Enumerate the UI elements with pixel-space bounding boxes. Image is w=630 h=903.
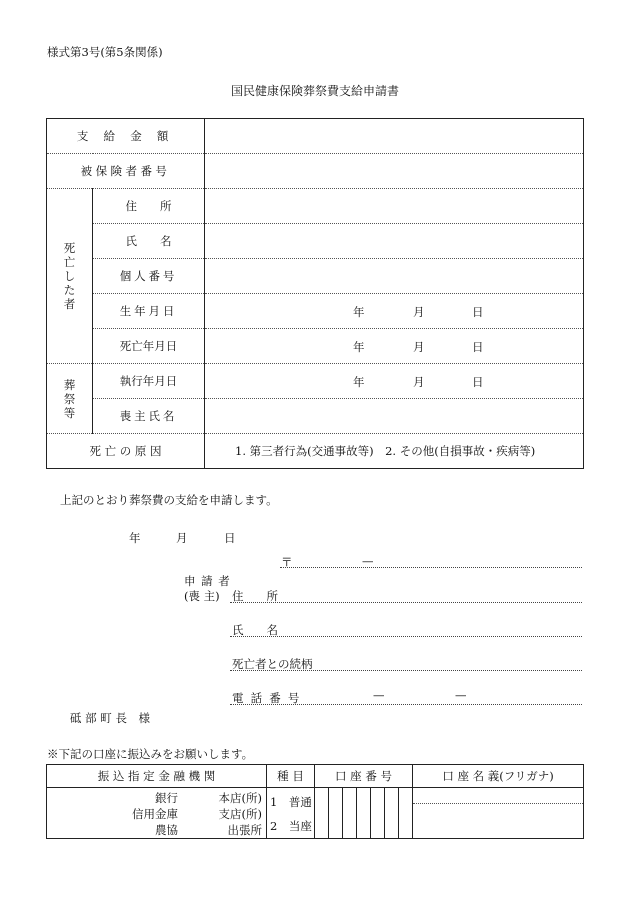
- relation-label: 死亡者との続柄: [232, 657, 313, 671]
- application-statement: 上記のとおり葬祭費の支給を申請します。: [60, 493, 278, 507]
- bank-note: ※下記の口座に振込みをお願いします。: [47, 747, 254, 761]
- account-digit-1[interactable]: [315, 788, 329, 839]
- relation-line[interactable]: [230, 670, 582, 671]
- cause-of-death-label: 死 亡 の 原 因: [47, 434, 205, 469]
- cause-of-death-options[interactable]: 1. 第三者行為(交通事故等) 2. その他(自損事故・疾病等): [205, 434, 584, 469]
- postal-code-line[interactable]: [280, 567, 582, 568]
- payment-amount-field[interactable]: [205, 119, 584, 154]
- furigana-divider: [413, 803, 583, 804]
- deceased-group-label: 死 亡 し た 者: [47, 189, 93, 364]
- funeral-date-label: 執行年月日: [93, 364, 205, 399]
- addressee: 砥 部 町 長 様: [70, 711, 150, 725]
- bank-header-institution: 振 込 指 定 金 融 機 関: [47, 765, 267, 788]
- funeral-group-label: 葬 祭 等: [47, 364, 93, 434]
- form-title: 国民健康保険葬祭費支給申請書: [230, 84, 399, 98]
- birth-date-field[interactable]: 年 月 日: [205, 294, 584, 329]
- form-number: 様式第3号(第5条関係): [47, 45, 163, 59]
- insured-number-field[interactable]: [205, 154, 584, 189]
- funeral-date-field[interactable]: 年 月 日: [205, 364, 584, 399]
- applicant-address-line[interactable]: [230, 602, 582, 603]
- account-digit-3[interactable]: [343, 788, 357, 839]
- account-kind-cell[interactable]: 1 普通 2 当座: [267, 788, 315, 839]
- postal-dash: —: [362, 554, 374, 568]
- account-digit-6[interactable]: [385, 788, 399, 839]
- personal-number-label: 個人番号: [93, 259, 205, 294]
- deceased-name-field[interactable]: [205, 224, 584, 259]
- death-date-field[interactable]: 年 月 日: [205, 329, 584, 364]
- account-digit-4[interactable]: [357, 788, 371, 839]
- chief-mourner-label: 喪主氏名: [93, 399, 205, 434]
- applicant-address-label: 住 所: [232, 589, 278, 603]
- personal-number-field[interactable]: [205, 259, 584, 294]
- birth-date-label: 生年月日: [93, 294, 205, 329]
- phone-label: 電 話 番 号: [232, 691, 302, 705]
- application-table: [46, 118, 584, 469]
- deceased-address-field[interactable]: [205, 189, 584, 224]
- chief-mourner-note: (喪 主): [184, 589, 220, 603]
- death-date-label: 死亡年月日: [93, 329, 205, 364]
- application-year: 年: [129, 531, 141, 545]
- phone-dash-2: —: [455, 688, 467, 702]
- account-holder-cell[interactable]: [413, 788, 584, 839]
- postal-mark: 〒: [281, 555, 293, 569]
- insured-number-label: 被保険者番号: [47, 154, 205, 189]
- bank-institution-cell[interactable]: 銀行 信用金庫 農協 本店(所) 支店(所) 出張所: [47, 788, 267, 839]
- applicant-label: 申 請 者: [184, 574, 231, 588]
- applicant-name-label: 氏 名: [232, 623, 278, 637]
- application-day: 日: [224, 531, 236, 545]
- account-digit-5[interactable]: [371, 788, 385, 839]
- deceased-address-label: 住 所: [93, 189, 205, 224]
- application-month: 月: [176, 531, 188, 545]
- bank-header-account-number: 口 座 番 号: [315, 765, 413, 788]
- phone-dash-1: —: [373, 688, 385, 702]
- payment-amount-label: 支 給 金 額: [47, 119, 205, 154]
- bank-header-account-holder: 口 座 名 義(フリガナ): [413, 765, 584, 788]
- account-digit-7[interactable]: [399, 788, 413, 839]
- phone-line[interactable]: [230, 704, 582, 705]
- chief-mourner-field[interactable]: [205, 399, 584, 434]
- account-digit-2[interactable]: [329, 788, 343, 839]
- bank-account-table: [46, 764, 584, 839]
- deceased-name-label: 氏 名: [93, 224, 205, 259]
- bank-header-kind: 種 目: [267, 765, 315, 788]
- applicant-name-line[interactable]: [230, 636, 582, 637]
